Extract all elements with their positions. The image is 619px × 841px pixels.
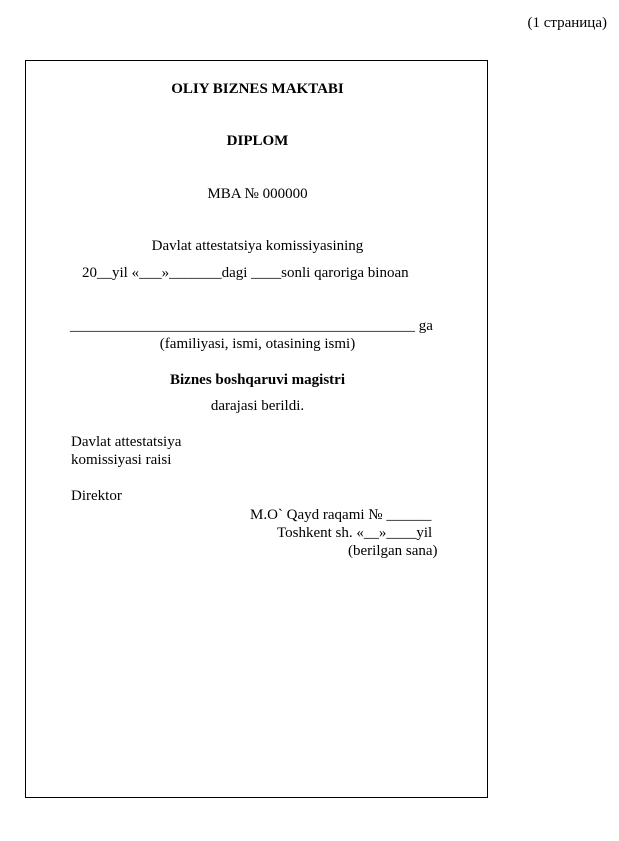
commission-text: Davlat attestatsiya komissiyasining: [151, 238, 364, 254]
page-number-label: (1 страница): [527, 15, 607, 31]
recipient-name-hint: (familiyasi, ismi, otasining ismi): [159, 336, 356, 352]
degree-granted-text: darajasi berildi.: [210, 398, 305, 414]
school-name: OLIY BIZNES MAKTABI: [171, 81, 344, 97]
commission-chair-label-1: Davlat attestatsiya: [71, 434, 182, 450]
commission-chair-label-2: komissiyasi raisi: [71, 452, 172, 468]
degree-title: Biznes boshqaruvi magistri: [169, 372, 346, 388]
diploma-series-number: MBA № 000000: [207, 186, 308, 202]
decision-line: 20__yil «___»_______dagi ____sonli qarorigа binoan: [82, 265, 409, 281]
diploma-title: DIPLOM: [226, 133, 289, 149]
registration-number-line: M.O` Qayd raqami № ______: [250, 507, 432, 523]
city-date-line: Toshkent sh. «__»____yil: [277, 525, 433, 541]
recipient-name-line: ______________________________________________ ga: [70, 318, 433, 334]
director-label: Direktor: [71, 488, 122, 504]
diploma-frame: [25, 60, 488, 798]
issue-date-hint: (berilgan sana): [348, 543, 438, 559]
